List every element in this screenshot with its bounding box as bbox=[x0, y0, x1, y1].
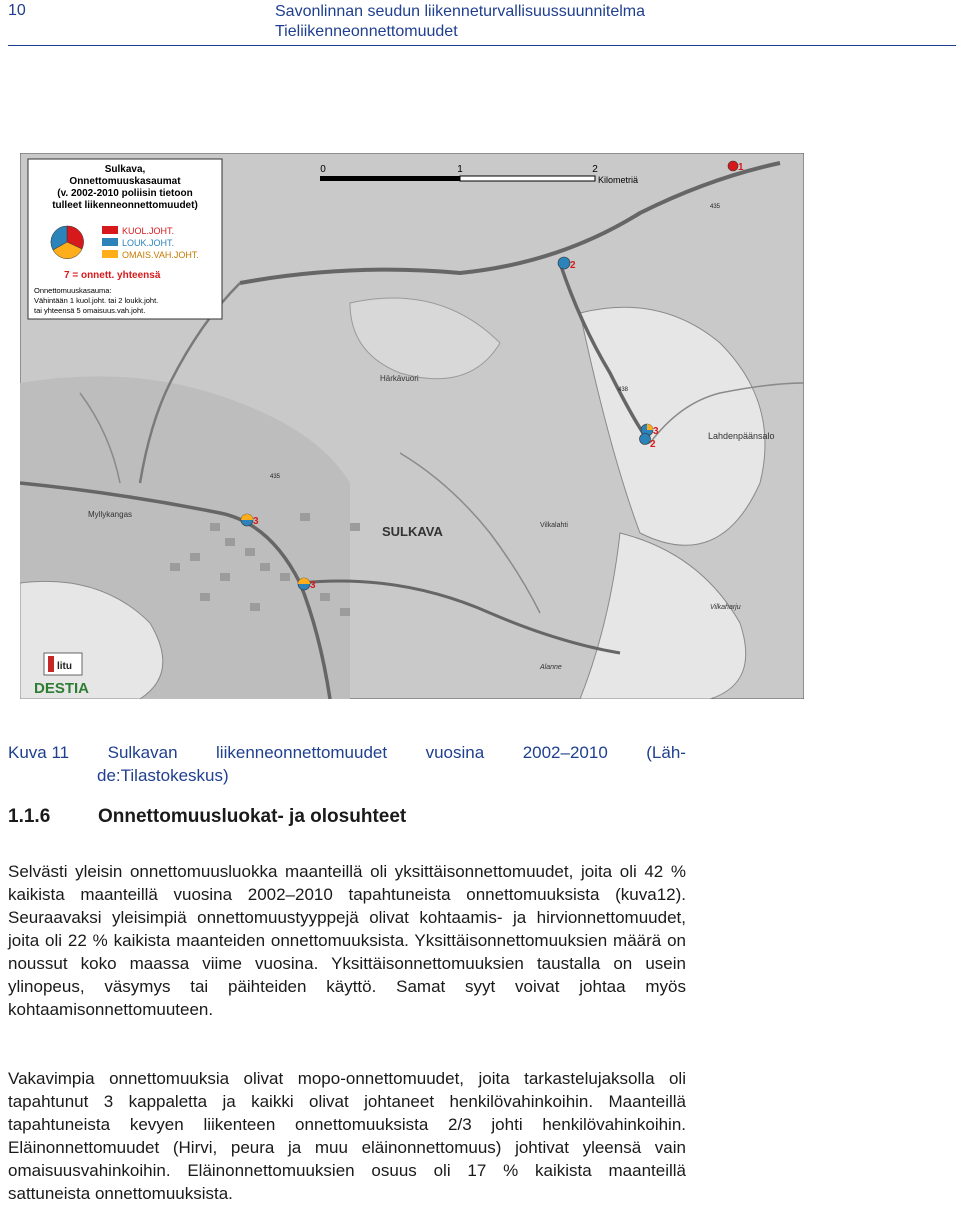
legend-criteria-1: Onnettomuuskasauma: bbox=[34, 286, 112, 295]
section-heading bbox=[8, 806, 406, 828]
place-myllykangas: Myllykangas bbox=[88, 510, 133, 519]
accident-cluster-map bbox=[20, 153, 804, 699]
caption-label: Kuva 11 bbox=[8, 743, 70, 762]
scale-tick-1: 1 bbox=[457, 164, 463, 175]
place-harkavuori: Härkävuori bbox=[380, 374, 419, 383]
header-rule bbox=[8, 45, 956, 46]
place-vilkalahti: Vilkalahti bbox=[540, 522, 568, 529]
legend-title-2: Onnettomuuskasaumat bbox=[69, 176, 181, 187]
legend-total-label: 7 = onnett. yhteensä bbox=[64, 270, 161, 281]
legend-swatch-injury bbox=[102, 238, 118, 246]
cluster-count: 2 bbox=[650, 439, 656, 450]
cluster-marker bbox=[298, 578, 316, 591]
scale-unit: Kilometriä bbox=[598, 175, 639, 185]
legend-swatch-property bbox=[102, 250, 118, 258]
destia-logo bbox=[34, 680, 89, 697]
running-header-line2: Tieliikenneonnettomuudet bbox=[275, 23, 458, 40]
legend-title-4: tulleet liikenneonnettomuudet) bbox=[52, 200, 198, 211]
running-header-line1: Savonlinnan seudun liikenneturvallisuussuunnitelma bbox=[275, 3, 646, 20]
paragraph-1: Selvästi yleisin onnettomuusluokka maanteillä oli yksittäisonnettomuudet, joita oli 42 % kaikista maanteillä vuosina 2002–2010 tapahtuneista onnettomuuksista (kuva12). Seuraavaksi yleisimpiä onnettomuustyyppejä olivat kohtaamis- ja hirvionnettomuudet, joita oli 22 % kaikista maanteiden onnettomuuksista. Yksittäisonnettomuuksien määrä on noussut koko maassa viime vuosina. Yksittäisonnettomuuksien taustalla on usein ylinopeus, väsymys tai päihteiden käyttö. Samat syyt voivat johtaa myös kohtaamisonnettomuuteen. bbox=[8, 862, 686, 1019]
map-legend bbox=[28, 159, 222, 319]
road-number-2: 438 bbox=[618, 387, 629, 393]
legend-label-property: OMAIS.VAH.JOHT. bbox=[122, 250, 199, 260]
cluster-count: 2 bbox=[570, 260, 576, 271]
road-number-1: 435 bbox=[710, 204, 721, 210]
legend-label-injury: LOUK.JOHT. bbox=[122, 238, 175, 248]
place-alanne: Alanne bbox=[540, 664, 562, 671]
caption-word: liikenneonnettomuudet bbox=[216, 743, 388, 762]
section-number: 1.1.6 bbox=[8, 806, 51, 827]
paragraph-2: Vakavimpia onnettomuuksia olivat mopo-onnettomuudet, joita tarkastelujaksolla oli tapahtunut 3 kappaletta ja kaikki olivat johtaneet henkilövahinkoihin. Maanteillä tapahtuneista kevyen liikenteen onnettomuuksista 2/3 johti henkilövahinkoihin. Eläinonnettomuudet (Hirvi, peura ja muu eläinonnettomuus) johtivat yleensä vain omaisuusvahinkoihin. Eläinonnettomuuksien osuus oli 17 % kaikista maanteillä sattuneista onnettomuuksista. bbox=[8, 1069, 686, 1203]
scale-tick-0: 0 bbox=[320, 164, 326, 175]
legend-swatch-fatal bbox=[102, 226, 118, 234]
legend-title-3: (v. 2002-2010 poliisin tietoon bbox=[57, 188, 193, 199]
legend-title-1: Sulkava, bbox=[104, 164, 146, 175]
caption-word: vuosina bbox=[425, 743, 485, 762]
place-lahdenpaansalo: Lahdenpäänsalo bbox=[708, 431, 775, 441]
svg-text:litu: litu bbox=[57, 661, 72, 672]
litu-logo bbox=[44, 653, 82, 675]
svg-text:DESTIA: DESTIA bbox=[34, 680, 90, 697]
legend-criteria-2: Vähintään 1 kuol.joht. tai 2 loukk.joht. bbox=[34, 296, 159, 305]
caption-word: (Läh- bbox=[646, 743, 686, 762]
running-header bbox=[275, 2, 645, 42]
cluster-count: 1 bbox=[738, 162, 744, 173]
figure-caption bbox=[8, 741, 686, 787]
legend-label-fatal: KUOL.JOHT. bbox=[122, 226, 175, 236]
road-number-3: 435 bbox=[270, 474, 281, 480]
caption-line2: de:Tilastokeskus) bbox=[97, 766, 229, 785]
scale-tick-2: 2 bbox=[592, 164, 598, 175]
page-number: 10 bbox=[8, 2, 26, 19]
place-sulkava: SULKAVA bbox=[382, 524, 443, 539]
cluster-count: 3 bbox=[310, 580, 316, 591]
caption-word: 2002–2010 bbox=[522, 743, 608, 762]
cluster-count: 3 bbox=[653, 426, 659, 437]
caption-word: Sulkavan bbox=[107, 743, 178, 762]
section-title: Onnettomuusluokat- ja olosuhteet bbox=[98, 806, 407, 827]
cluster-count: 3 bbox=[253, 516, 259, 527]
legend-pie-symbol bbox=[51, 226, 84, 259]
legend-criteria-3: tai yhteensä 5 omaisuus.vah.joht. bbox=[34, 306, 146, 315]
place-vilkaharju: Vilkaharju bbox=[710, 604, 741, 611]
cluster-marker bbox=[241, 514, 259, 527]
